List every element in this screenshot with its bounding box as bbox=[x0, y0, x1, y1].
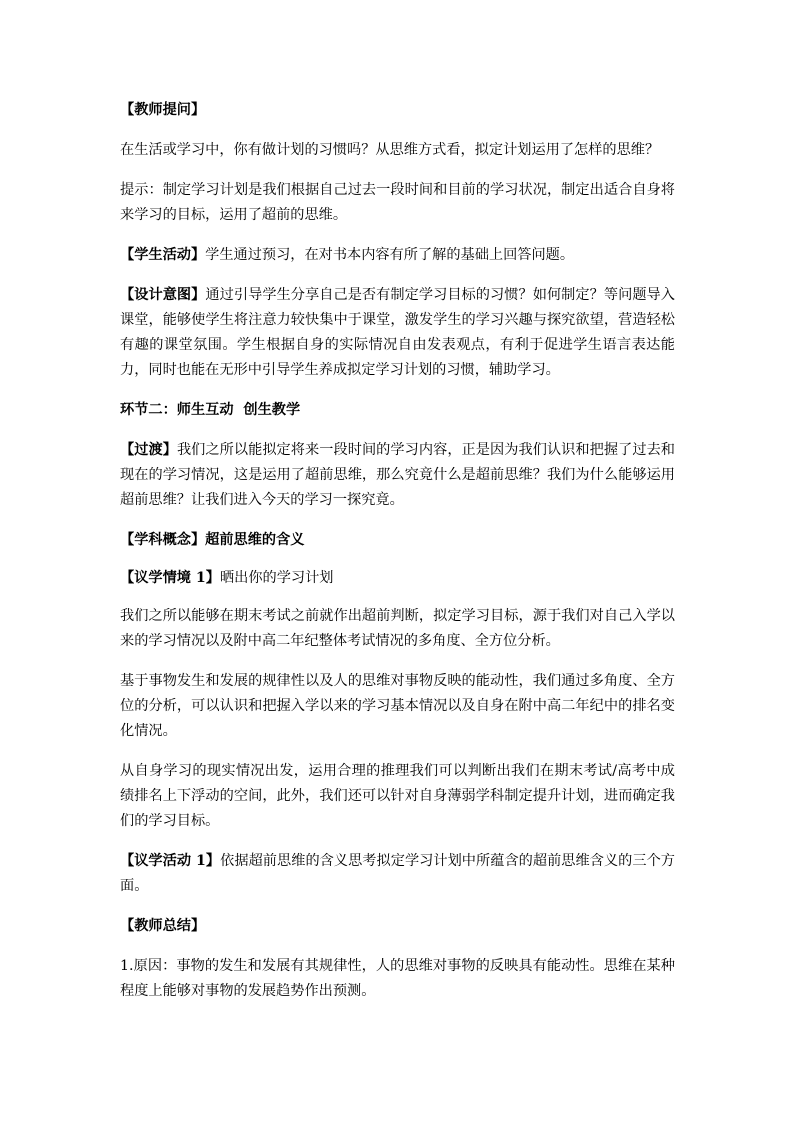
teacher-summary-heading: 【教师总结】 bbox=[120, 918, 206, 934]
transition-paragraph bbox=[120, 438, 675, 513]
student-activity-text: 学生通过预习，在对书本内容有所了解的基础上回答问题。 bbox=[205, 247, 575, 263]
scenario1-label: 【议学情境 1】 bbox=[120, 570, 220, 586]
document-page bbox=[120, 98, 675, 1015]
transition-text: 我们之所以能拟定将来一段时间的学习内容，正是因为我们认识和把握了过去和现在的学习情况，这是运用了超前思维，那么究竟什么是超前思维？我们为什么能够运用超前思维？让我们进入今天的学习一探究竟。 bbox=[120, 442, 675, 508]
hint-paragraph: 提示：制定学习计划是我们根据自己过去一段时间和目前的学习状况，制定出适合自身将来学习的目标，运用了超前的思维。 bbox=[120, 182, 675, 223]
concept-heading: 【学科概念】超前思维的含义 bbox=[120, 532, 305, 548]
design-intent-label: 【设计意图】 bbox=[120, 287, 206, 303]
scenario1-para2: 基于事物发生和发展的规律性以及人的思维对事物反映的能动性，我们通过多角度、全方位的分析，可以认识和把握入学以来的学习基本情况以及自身在附中高二年纪中的排名变化情况。 bbox=[120, 673, 675, 739]
scenario1-para3: 从自身学习的现实情况出发，运用合理的推理我们可以判断出我们在期末考试/高考中成绩排名上下浮动的空间，此外，我们还可以针对自身薄弱学科制定提升计划，进而确定我们的学习目标。 bbox=[120, 763, 675, 829]
teacher-question-text: 在生活或学习中，你有做计划的习惯吗？从思维方式看，拟定计划运用了怎样的思维？ bbox=[120, 142, 660, 158]
activity1-label: 【议学活动 1】 bbox=[120, 853, 221, 869]
activity1-text: 依据超前思维的含义思考拟定学习计划中所蕴含的超前思维含义的三个方面。 bbox=[120, 853, 675, 894]
scenario1-text: 晒出你的学习计划 bbox=[219, 570, 334, 586]
design-intent-text: 通过引导学生分享自己是否有制定学习目标的习惯？如何制定？等问题导入课堂，能够使学生将注意力较快集中于课堂，激发学生的学习兴趣与探究欲望，营造轻松有趣的课堂氛围。学生根据自身的实际情况自由发表观点，有利于促进学生语言表达能力，同时也能在无形中引导学生养成拟定学习计划的习惯，辅助学习。 bbox=[120, 287, 675, 378]
student-activity-paragraph bbox=[120, 243, 675, 268]
student-activity-label: 【学生活动】 bbox=[120, 247, 206, 263]
design-intent-paragraph bbox=[120, 283, 675, 383]
teacher-summary-point1: 1.原因：事物的发生和发展有其规律性，人的思维对事物的反映具有能动性。思维在某种程度上能够对事物的发展趋势作出预测。 bbox=[120, 958, 675, 999]
scenario1-para1: 我们之所以能够在期末考试之前就作出超前判断，拟定学习目标，源于我们对自己入学以来的学习情况以及附中高二年纪整体考试情况的多角度、全方位分析。 bbox=[120, 608, 675, 649]
section-two-heading: 环节二：师生互动 创生教学 bbox=[120, 402, 301, 418]
teacher-question-heading: 【教师提问】 bbox=[120, 102, 206, 118]
transition-label: 【过渡】 bbox=[120, 442, 177, 458]
activity1-paragraph bbox=[120, 849, 675, 899]
scenario1-paragraph bbox=[120, 566, 675, 591]
